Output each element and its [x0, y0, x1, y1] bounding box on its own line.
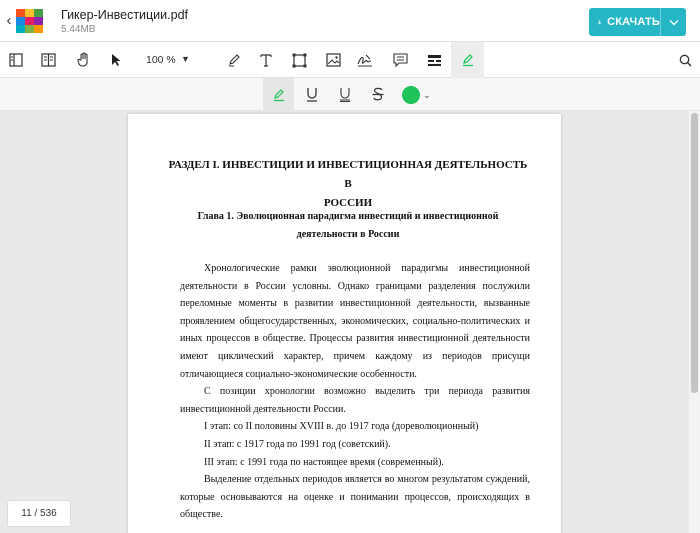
paragraph: II этап: с 1917 года по 1991 год (советский).	[204, 438, 391, 450]
text-tool-icon[interactable]	[256, 42, 276, 78]
sidebar-toggle-icon[interactable]	[6, 42, 26, 78]
logo-tile	[16, 25, 25, 33]
chapter-title-line-1: Глава 1. Эволюционная парадигма инвестиций и инвестиционной	[197, 211, 499, 222]
logo-tile	[25, 9, 34, 17]
chapter-title-line-2: деятельности в России	[296, 229, 400, 240]
file-name: Гикер-Инвестиции.pdf	[61, 8, 188, 22]
highlight-mode-icon[interactable]	[263, 78, 294, 111]
page-counter[interactable]: 11 / 536	[7, 500, 71, 527]
app-logo	[16, 9, 43, 33]
app-header	[0, 0, 700, 42]
comment-icon[interactable]	[390, 42, 410, 78]
paragraph: III этап: с 1991 года по настоящее время (современный).	[204, 456, 444, 468]
download-main[interactable]	[589, 8, 660, 36]
paragraph: Хронологические рамки эволюционной парадигмы инвестиционной деятельности в России условны. Однако границами разделения послужили переломные моменты в развитии инвестиционной деятельности, вызванные проявлением общегосударственных, экономических, социально-политических и иных процессов в обществе. Процессы развития инвестиционной деятельности имеют циклический характер, причем каждому из периодов присущи отличающиеся социально-экономические особенности.	[180, 263, 530, 380]
logo-tile	[34, 17, 43, 25]
logo-tile	[34, 25, 43, 33]
select-cursor-icon[interactable]	[106, 42, 126, 78]
highlight-color-swatch[interactable]	[402, 86, 420, 104]
search-icon[interactable]	[676, 42, 694, 78]
section-title	[168, 156, 528, 213]
two-page-view-icon[interactable]	[38, 42, 58, 78]
color-dropdown-chevron-icon[interactable]: ⌄	[423, 90, 431, 100]
logo-tile	[16, 17, 25, 25]
back-chevron-icon[interactable]: ‹	[6, 12, 12, 29]
section-title-line-2: РОССИИ	[323, 197, 373, 209]
main-toolbar	[0, 42, 700, 78]
zoom-value[interactable]: 100 %	[146, 54, 176, 66]
download-label: СКАЧАТЬ	[607, 16, 660, 28]
pdf-page	[128, 114, 561, 533]
download-options-chevron-icon[interactable]	[661, 8, 686, 36]
download-icon	[597, 16, 602, 28]
image-insert-icon[interactable]	[323, 42, 343, 78]
signature-icon[interactable]	[355, 42, 375, 78]
logo-tile	[34, 9, 43, 17]
document-viewer	[0, 111, 700, 533]
annotation-subtoolbar	[0, 78, 700, 111]
paragraph: С позиции хронологии возможно выделить три периода развития инвестиционной деятельности России.	[180, 386, 530, 415]
underline-icon[interactable]	[302, 78, 322, 111]
download-button[interactable]	[589, 8, 686, 36]
body-text	[180, 260, 530, 524]
section-title-line-1: РАЗДЕЛ I. ИНВЕСТИЦИИ И ИНВЕСТИЦИОННАЯ ДЕЯТЕЛЬНОСТЬ В	[168, 159, 528, 190]
zoom-dropdown-icon[interactable]: ▼	[181, 54, 190, 64]
strikethrough-icon[interactable]	[368, 78, 388, 111]
pen-draw-icon[interactable]	[224, 42, 244, 78]
chapter-title	[178, 208, 518, 244]
hand-pan-icon[interactable]	[74, 42, 94, 78]
rectangle-shape-icon[interactable]	[289, 42, 309, 78]
scrollbar-thumb[interactable]	[691, 113, 698, 393]
logo-tile	[16, 9, 25, 17]
redact-icon[interactable]	[424, 42, 444, 78]
file-size: 5.44MB	[61, 24, 96, 35]
paragraph: I этап: со II половины XVIII в. до 1917 года (дореволюционный)	[204, 421, 479, 433]
squiggly-underline-icon[interactable]	[335, 78, 355, 111]
highlight-tool-icon[interactable]	[451, 42, 484, 78]
vertical-scrollbar[interactable]	[689, 111, 700, 533]
paragraph: Выделение отдельных периодов является во многом результатом суждений, которые основываются на оценке и понимании процессов, происходящих в обществе.	[180, 474, 530, 521]
logo-tile	[25, 25, 34, 33]
logo-tile	[25, 17, 34, 25]
